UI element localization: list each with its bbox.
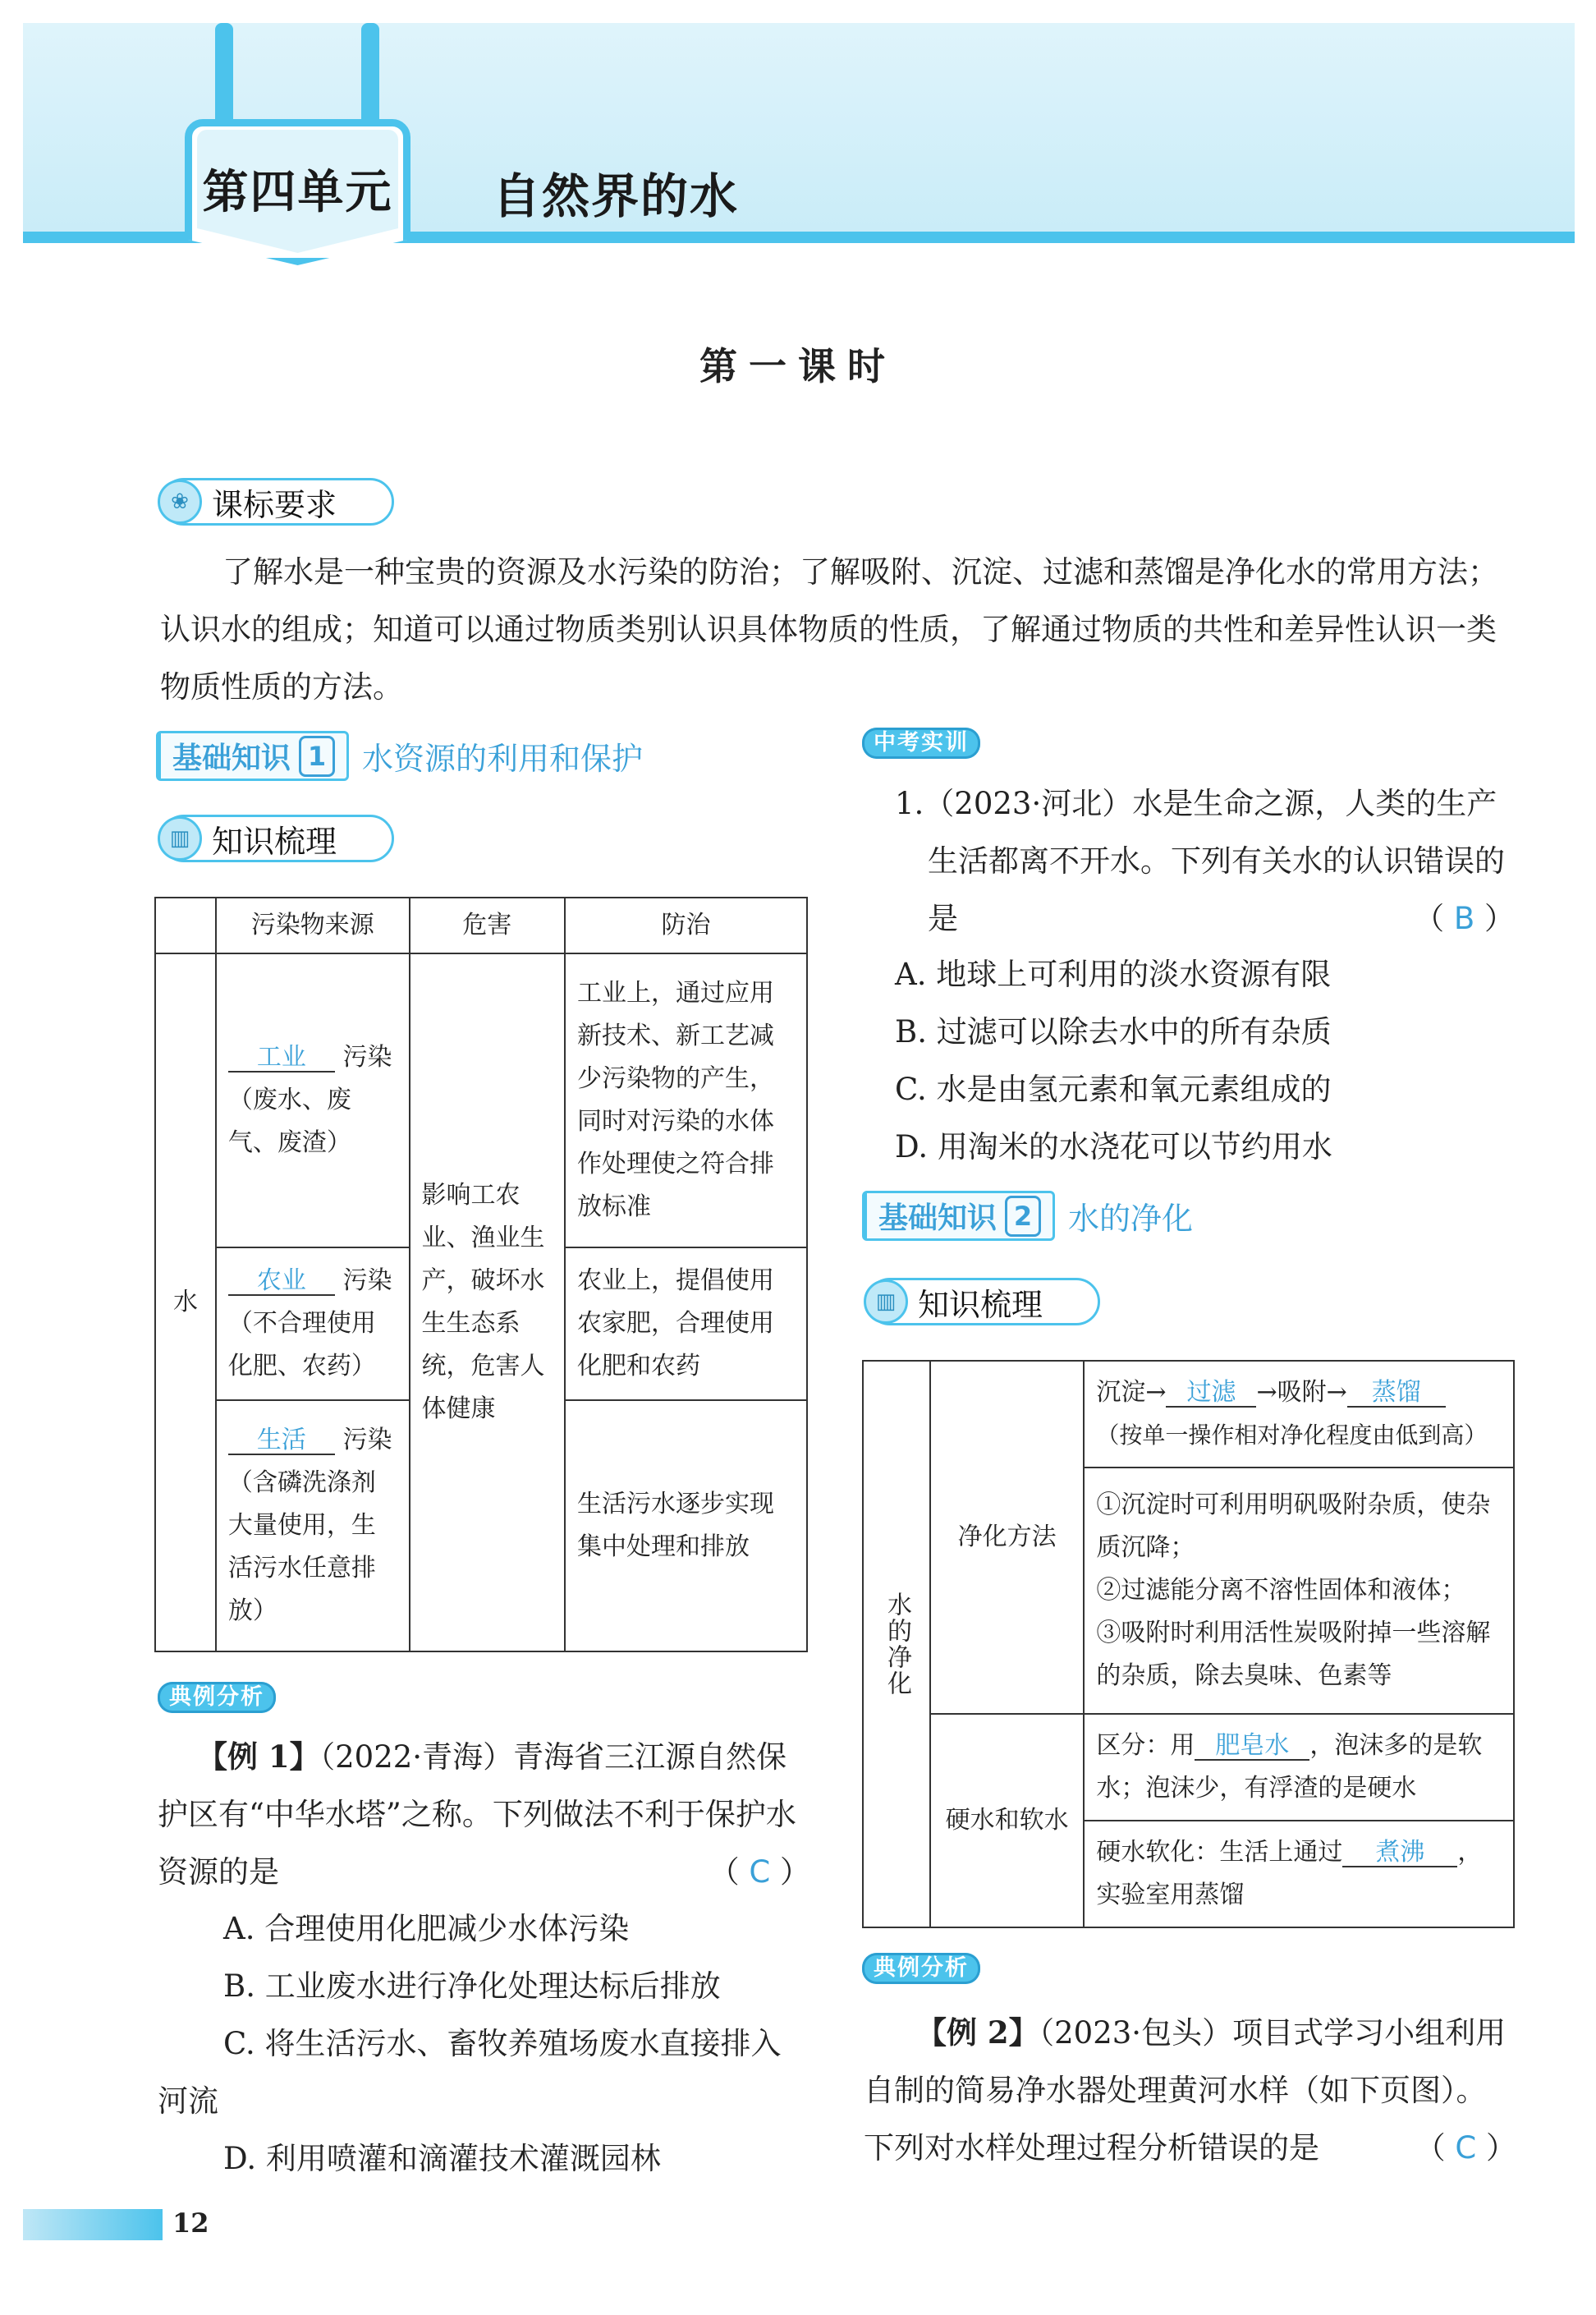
- source-suffix: 污染: [342, 1266, 392, 1295]
- prevention-domestic: 生活污水逐步实现集中处理和排放: [565, 1400, 807, 1651]
- col-header-source: 污染物来源: [216, 898, 410, 953]
- section2-badge: [862, 1191, 1055, 1241]
- method-flow: [1084, 1361, 1514, 1468]
- section1-badge: [156, 731, 349, 781]
- pollution-table: [154, 897, 808, 1652]
- col-header-harm: 危害: [410, 898, 565, 953]
- note-3: ③吸附时利用活性炭吸附掉一些溶解的杂质，除去臭味、色素等: [1096, 1619, 1491, 1690]
- book-icon: ▥: [864, 1279, 908, 1324]
- section1-pill-label: 知识梳理: [212, 823, 337, 860]
- example2-answer: C: [1455, 2130, 1477, 2166]
- source-detail: （含磷洗涤剂大量使用，生活污水任意排放）: [227, 1468, 376, 1625]
- methods-label: 净化方法: [930, 1361, 1084, 1714]
- soft-prefix: 硬水软化：生活上通过: [1096, 1838, 1343, 1867]
- section2-number: 2: [1005, 1196, 1041, 1237]
- answer-soap-water: 肥皂水: [1195, 1732, 1309, 1761]
- unit-label: 第四单元: [202, 166, 393, 219]
- page-footer-bar: [23, 2209, 163, 2240]
- exam-q1-option-c: C. 水是由氢元素和氧元素组成的: [895, 1072, 1332, 1107]
- example1-answer: C: [749, 1854, 771, 1890]
- example1-option-d: D. 利用喷灌和滴灌技术灌溉园林: [223, 2141, 661, 2176]
- source-detail: （不合理使用化肥、农药）: [227, 1309, 376, 1380]
- example2-label: 【例 2】: [916, 2014, 1039, 2051]
- note-1: ①沉淀时可利用明矾吸附杂质，使杂质沉降；: [1096, 1491, 1491, 1562]
- example1-stem: [158, 1728, 810, 1901]
- source-suffix: 污染: [342, 1043, 392, 1072]
- section1-title: 水资源的利用和保护: [362, 741, 644, 777]
- example1-option-c: C. 将生活污水、畜牧养殖场废水直接排入河流: [158, 2026, 782, 2119]
- method-notes: [1084, 1468, 1514, 1714]
- exam-q1-answer: B: [1453, 901, 1475, 936]
- exam-q1-answer-box: （ B ）: [1414, 901, 1515, 936]
- example1-option-a: A. 合理使用化肥减少水体污染: [223, 1911, 630, 1946]
- unit-title: 自然界的水: [493, 168, 740, 224]
- example1-label: 【例 1】: [197, 1739, 320, 1775]
- example1-text: （2022·青海）青海省三江源自然保护区有“中华水塔”之称。下列做法不利于保护水资源的是: [158, 1739, 796, 1890]
- source-industry: [216, 953, 410, 1247]
- source-agriculture: [216, 1247, 410, 1400]
- answer-agriculture: 农业: [228, 1267, 335, 1296]
- purification-table: [862, 1360, 1515, 1928]
- exam-q1-option-b: B. 过滤可以除去水中的所有杂质: [895, 1014, 1332, 1050]
- dist-prefix: 区分：用: [1096, 1731, 1195, 1760]
- hard-soft-label: 硬水和软水: [930, 1714, 1084, 1927]
- page-number: 12: [172, 2207, 209, 2239]
- row-label-water: 水: [155, 953, 216, 1651]
- curriculum-pill: [160, 478, 394, 526]
- example2-text: （2023·包头）项目式学习小组利用自制的简易净水器处理黄河水样（如下页图）。下列对水样处理过程分析错误的是: [864, 2015, 1507, 2166]
- curriculum-text: 了解水是一种宝贵的资源及水污染的防治；了解吸附、沉淀、过滤和蒸馏是净化水的常用方法；认识水的组成；知道可以通过物质类别认识具体物质的性质，了解通过物质的共性和差异性认识一类物质性质的方法。: [160, 554, 1498, 705]
- answer-domestic: 生活: [228, 1426, 335, 1455]
- example1-tag: 典例分析: [158, 1682, 276, 1713]
- section1-pill: [160, 815, 394, 862]
- book-icon: ▥: [158, 816, 202, 861]
- curriculum-pill-label: 课标要求: [212, 486, 337, 523]
- answer-boiling: 煮沸: [1342, 1839, 1457, 1867]
- answer-distillation: 蒸馏: [1347, 1379, 1446, 1408]
- row-label-purification: 水的净化: [863, 1361, 930, 1927]
- exam-q1-text: 1.（2023·河北）水是生命之源，人类的生产生活都离不开水。下列有关水的认识错误的是: [895, 786, 1505, 936]
- col-header-prevention: 防治: [565, 898, 807, 953]
- answer-filtration: 过滤: [1166, 1379, 1256, 1408]
- lesson-title: 第一课时: [699, 344, 897, 388]
- example1-answer-box: （ C ）: [709, 1854, 810, 1890]
- section1-number: 1: [299, 736, 335, 777]
- flow-text: 沉淀→: [1096, 1378, 1167, 1407]
- table-corner: [155, 898, 216, 953]
- softening-cell: [1084, 1821, 1514, 1927]
- section1-label: 基础知识: [172, 742, 291, 775]
- section2-pill-label: 知识梳理: [918, 1286, 1043, 1323]
- soft-suffix: ，实验室用蒸馏: [1096, 1838, 1483, 1909]
- example2-tag: 典例分析: [862, 1953, 980, 1984]
- source-domestic: [216, 1400, 410, 1651]
- exam-q1-option-d: D. 用淘米的水浇花可以节约用水: [895, 1129, 1332, 1164]
- section2-pill: [866, 1278, 1100, 1325]
- section1-heading: [156, 731, 643, 781]
- exam-q1-stem: [862, 775, 1515, 948]
- harm-cell: 影响工农业、渔业生产，破坏水生生态系统，危害人体健康: [410, 953, 565, 1651]
- prevention-agriculture: 农业上，提倡使用农家肥，合理使用化肥和农药: [565, 1247, 807, 1400]
- distinguish-cell: [1084, 1714, 1514, 1821]
- example1-option-b: B. 工业废水进行净化处理达标后排放: [223, 1968, 721, 2004]
- flow-note: （按单一操作相对净化程度由低到高）: [1096, 1422, 1488, 1449]
- exam-tag: 中考实训: [862, 728, 980, 759]
- source-detail: （废水、废气、废渣）: [227, 1086, 351, 1157]
- example2-stem: [864, 2004, 1516, 2177]
- answer-industry: 工业: [228, 1044, 335, 1073]
- apple-icon: ❀: [158, 480, 202, 524]
- section2-heading: [862, 1191, 1193, 1241]
- section2-label: 基础知识: [878, 1201, 998, 1235]
- exam-q1-option-a: A. 地球上可利用的淡水资源有限: [895, 957, 1332, 992]
- section2-title: 水的净化: [1068, 1201, 1194, 1237]
- dist-suffix: ，泡沫多的是软水；泡沫少，有浮渣的是硬水: [1096, 1731, 1483, 1803]
- prevention-industry: 工业上，通过应用新技术、新工艺减少污染物的产生，同时对污染的水体作处理使之符合排放标准: [565, 953, 807, 1247]
- source-suffix: 污染: [342, 1426, 392, 1454]
- note-2: ②过滤能分离不溶性固体和液体；: [1096, 1576, 1466, 1605]
- example2-answer-box: （ C ）: [1415, 2130, 1516, 2166]
- flow-text: →吸附→: [1256, 1378, 1347, 1407]
